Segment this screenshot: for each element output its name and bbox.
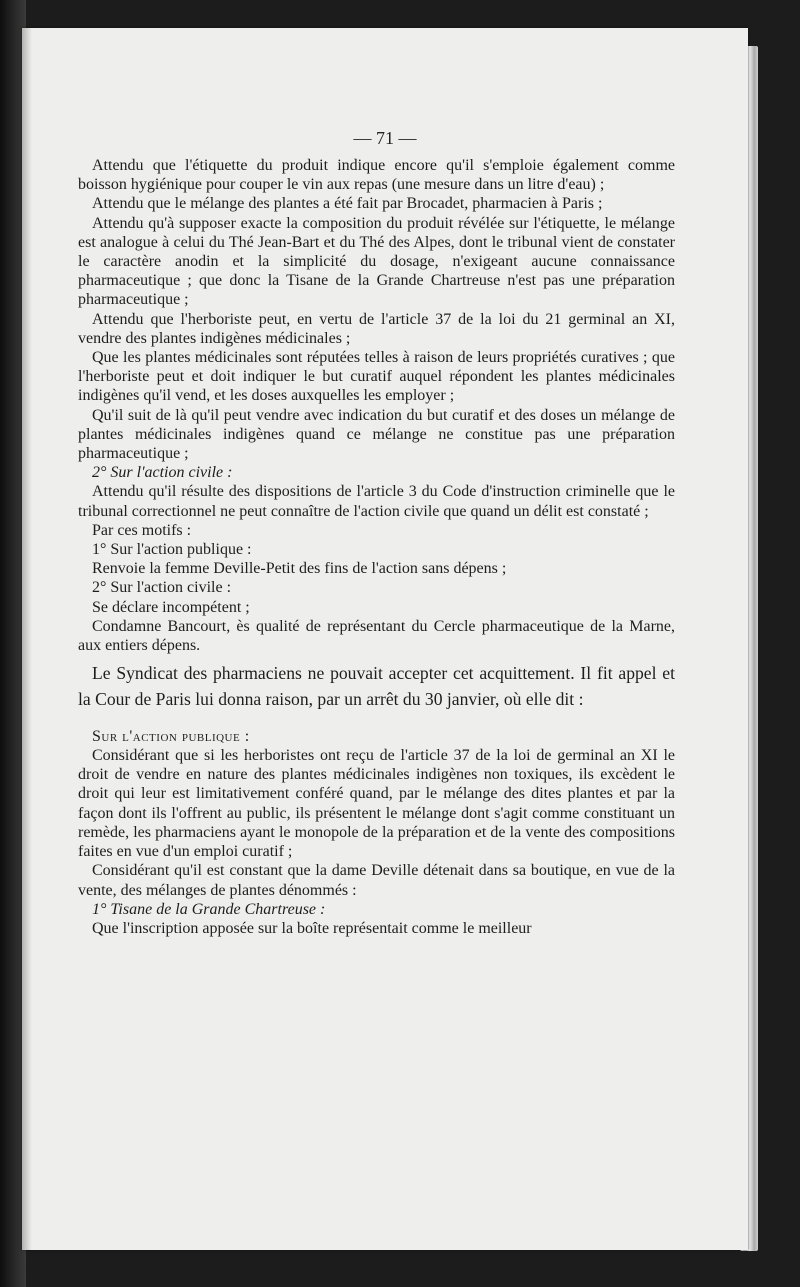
page-number: — 71 — <box>353 128 417 148</box>
book-page <box>22 28 748 1250</box>
paragraph: Que l'inscription apposée sur la boîte représentait comme le meilleur <box>92 919 532 937</box>
paragraph: 2° Sur l'action civile : <box>92 579 232 597</box>
paragraph: Se déclare incompétent ; <box>92 598 250 616</box>
paragraph: Considérant que si les herboristes ont reçu de l'article 37 de la loi de germinal an XI le droit de vendre en nature des plantes médicinales indigènes non toxiques, ils excèdent le droit qui leur est limitativement conféré quand, par le mélange des dites plantes et par la façon dont ils l'offrent au public, ils présentent le mélange dont s'agit comme constituant un remède, les pharmaciens ayant le monopole de la préparation et de la vente des compositions faites en vue d'un emploi curatif ; <box>78 747 675 861</box>
section-heading: Sur l'action publique : <box>92 727 250 745</box>
paragraph: Attendu que l'herboriste peut, en vertu de l'article 37 de la loi du 21 germinal an XI, vendre des plantes indigènes médicinales ; <box>78 310 675 347</box>
paragraph: Attendu qu'à supposer exacte la composition du produit révélée sur l'étiquette, le mélange est analogue à celui du Thé Jean-Bart et du Thé des Alpes, dont le tribunal vient de constater le caractère anodin et la simplicité du dosage, n'exigeant aucune connaissance pharmaceutique ; que donc la Tisane de la Grande Chartreuse n'est pas une préparation pharmaceutique ; <box>78 214 675 309</box>
paragraph: Attendu qu'il résulte des dispositions de l'article 3 du Code d'instruction criminelle que le tribunal correctionnel ne peut connaître de l'action civile que quand un délit est constaté ; <box>78 483 675 520</box>
section-heading: 1° Tisane de la Grande Chartreuse : <box>92 900 326 918</box>
paragraph: Attendu que le mélange des plantes a été fait par Brocadet, pharmacien à Paris ; <box>92 195 603 213</box>
paragraph: Que les plantes médicinales sont réputées telles à raison de leurs propriétés curatives ; que l'herboriste peut et doit indiquer le but curatif auquel répondent les plantes médicinales indigènes qu'il vend, et les doses auxquelles les employer ; <box>78 349 675 405</box>
paragraph: Par ces motifs : <box>92 521 192 539</box>
paragraph: 1° Sur l'action publique : <box>92 541 252 559</box>
narrative-paragraph: Le Syndicat des pharmaciens ne pouvait accepter cet acquittement. Il fit appel et la Cour de Paris lui donna raison, par un arrêt du 30 janvier, où elle dit : <box>78 663 675 710</box>
body-text <box>78 156 675 938</box>
section-heading: 2° Sur l'action civile : <box>92 464 233 482</box>
paragraph: Attendu que l'étiquette du produit indique encore qu'il s'emploie également comme boisson hygiénique pour couper le vin aux repas (une mesure dans un litre d'eau) ; <box>78 157 675 194</box>
paragraph: Renvoie la femme Deville-Petit des fins de l'action sans dépens ; <box>92 560 507 578</box>
paragraph: Qu'il suit de là qu'il peut vendre avec indication du but curatif et des doses un mélange de plantes médicinales indigènes quand ce mélange ne constitue pas une préparation pharmaceutique ; <box>78 406 675 463</box>
paragraph: Considérant qu'il est constant que la dame Deville détenait dans sa boutique, en vue de la vente, des mélanges de plantes dénommés : <box>78 862 675 899</box>
paragraph: Condamne Bancourt, ès qualité de représentant du Cercle pharmaceutique de la Marne, aux entiers dépens. <box>78 617 675 655</box>
